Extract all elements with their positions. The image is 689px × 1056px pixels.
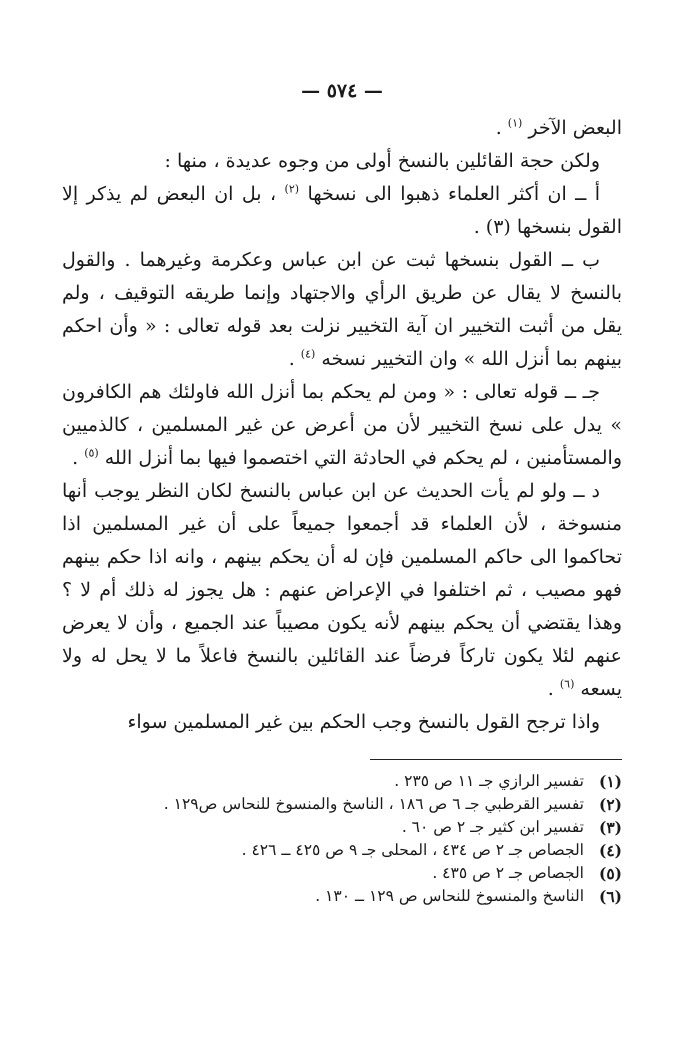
paragraph-intro: ولكن حجة القائلين بالنسخ أولى من وجوه عديدة ، منها : (164, 150, 600, 172)
footnote-separator (370, 759, 622, 760)
page-number: — ٥٧٤ — (301, 80, 383, 102)
footnote: (٤) الجصاص جـ ٢ ص ٤٣٤ ، المحلى جـ ٩ ص ٤٢٥ ــ ٤٢٦ . (241, 841, 622, 860)
footnote-ref-2: (٢) (284, 182, 300, 196)
paragraph-closing-previous: البعض الآخر $^{(١)}$ . (495, 116, 622, 139)
footnote-ref-5: (٥) (84, 446, 99, 460)
paragraph-point-b: ب ــ القول بنسخها ثبت عن ابن عباس وعكرمة وغيرهما . والقول بالنسخ لا يقال عن طريق الرأي والاجتهاد وإنما طريقه التوقيف ، ولم يقل من أثبت التخيير ان آية التخيير نزلت بعد قوله تعالى : « وأن احكم بينهم بما أنزل الله » وان التخيير نسخه $^{(٤)}$ . (62, 249, 622, 370)
book-page (62, 78, 622, 908)
footnote: (٦) الناسخ والمنسوخ للنحاس ص ١٢٩ ــ ١٣٠ . (315, 887, 622, 906)
paragraph-point-d: د ــ ولو لم يأت الحديث عن ابن عباس بالنسخ لكان النظر يوجب أنها منسوخة ، لأن العلماء قد أجمعوا جميعاً على أن غير المسلمين اذا تحاكموا الى حاكم المسلمين فإن له أن يحكم بينهم ، وانه اذا حكم بينهم فهو مصيب ، ثم اختلفوا في الإعراض عنهم : هل يجوز له ذلك أم لا ؟ وهذا يقتضي أن يحكم بينهم لأنه يكون مصيباً عند الجميع ، وأن لا يعرض عنهم لئلا يكون تاركاً فرضاً عند القائلين بالنسخ فاعلاً ما لا يحل له ولا يسعه $^{(٦)}$ . (62, 480, 622, 700)
main-text (62, 112, 622, 739)
footnote: (٥) الجصاص جـ ٢ ص ٤٣٥ . (432, 864, 622, 883)
footnote: (٣) تفسير ابن كثير جـ ٢ ص ٦٠ . (401, 818, 622, 837)
footnote: (٢) تفسير القرطبي جـ ٦ ص ١٨٦ ، الناسخ والمنسوخ للنحاس ص١٢٩ . (163, 795, 622, 814)
footnote-ref-1: (١) (507, 116, 523, 130)
paragraph-conclusion: واذا ترجح القول بالنسخ وجب الحكم بين غير المسلمين سواء (127, 711, 600, 733)
footnote: (١) تفسير الرازي جـ ١١ ص ٢٣٥ . (394, 772, 622, 791)
paragraph-point-c: جـ ــ قوله تعالى : « ومن لم يحكم بما أنزل الله فاولئك هم الكافرون » يدل على نسخ التخيير لأن من أعرض عن غير المسلمين ، كالذميين والمستأمنين ، لم يحكم في الحادثة التي اختصموا فيها بما أنزل الله $^{(٥)}$ . (62, 381, 622, 469)
footnotes (62, 770, 622, 908)
footnote-ref-6: (٦) (559, 677, 575, 691)
footnote-ref-4: (٤) (300, 347, 316, 361)
paragraph-point-a: أ ــ ان أكثر العلماء ذهبوا الى نسخها $^{(٢)}$ ، بل ان البعض لم يذكر إلا القول بنسخها (٣) . (62, 182, 622, 238)
